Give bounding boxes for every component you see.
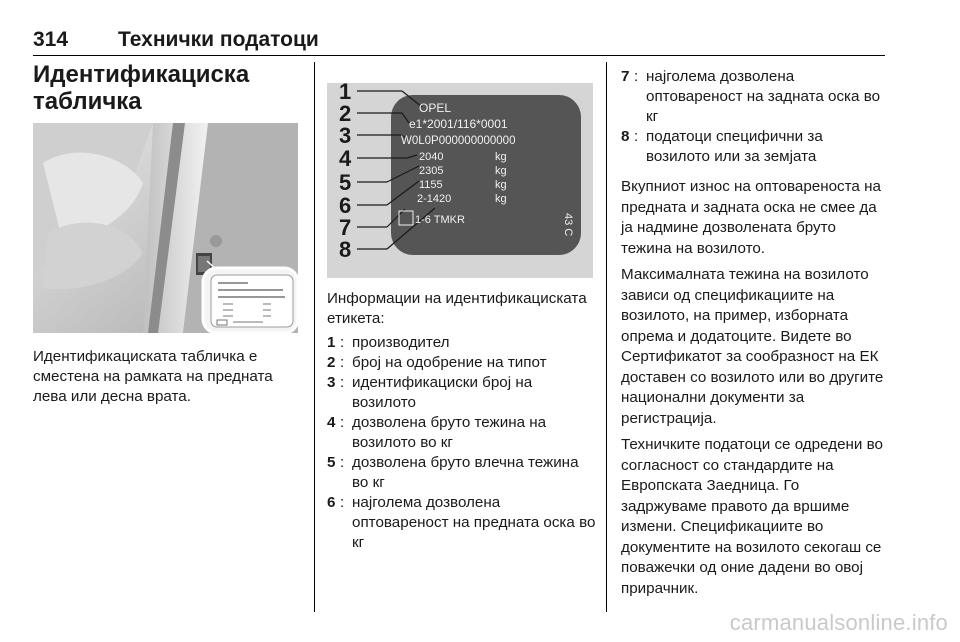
door-frame-illustration bbox=[33, 123, 298, 333]
legend-text: дозволена бруто тежина на возилото во кг bbox=[352, 414, 547, 451]
legend-item bbox=[621, 127, 889, 167]
photo-caption: Идентификациската табличка е сместена на рамката на предната лева или десна врата. bbox=[33, 348, 273, 405]
plate-unit-4: kg bbox=[495, 151, 507, 163]
callout-3: 3 bbox=[339, 123, 352, 148]
legend-number: 2 bbox=[327, 354, 336, 371]
legend-item bbox=[327, 413, 599, 453]
plate-unit-6: kg bbox=[495, 179, 507, 191]
legend-colon: : bbox=[340, 454, 345, 471]
plate-weight-6: 1155 bbox=[419, 179, 443, 191]
plate-unit-7: kg bbox=[495, 193, 507, 205]
legend-text: најголема дозволена оптовареност на предната оска во кг bbox=[352, 494, 596, 551]
legend-item bbox=[327, 493, 599, 553]
plate-weight-4: 2040 bbox=[419, 151, 444, 163]
page-header-title: Технички податоци bbox=[118, 28, 319, 51]
legend-number: 7 bbox=[621, 68, 630, 85]
column-divider-right bbox=[606, 62, 607, 612]
paragraph-max-weight: Максималната тежина на возилото зависи од спецификациите на возилото, на пример, изборната опрема и додатоците. Видете во Сертификатот за сообразност на ЕК доставен со возилото или во другите национални документи за регистрација. bbox=[621, 266, 884, 427]
intro-text: Информации на идентификациската етикета: bbox=[327, 290, 587, 327]
legend-text: идентификациски број на возилото bbox=[352, 374, 533, 411]
plate-manufacturer: OPEL bbox=[419, 101, 452, 115]
legend-colon: : bbox=[634, 128, 639, 145]
legend-colon: : bbox=[340, 374, 345, 391]
plate-weight-5: 2305 bbox=[419, 165, 444, 177]
plate-line-8: 1-6 TMKR bbox=[415, 214, 465, 226]
page-number: 314 bbox=[33, 28, 69, 51]
legend-text: дозволена бруто влечна тежина во кг bbox=[352, 454, 579, 491]
callout-8: 8 bbox=[339, 237, 352, 262]
legend-number: 8 bbox=[621, 128, 630, 145]
plate-vin: W0L0P000000000000 bbox=[401, 135, 516, 147]
legend-text: производител bbox=[352, 334, 450, 351]
legend-text: најголема дозволена оптовареност на задната оска во кг bbox=[646, 68, 881, 125]
id-plate-figure bbox=[327, 83, 593, 278]
plate-side-text: 43 C bbox=[562, 213, 574, 237]
legend-number: 3 bbox=[327, 374, 336, 391]
callout-2: 2 bbox=[339, 101, 352, 126]
callout-7: 7 bbox=[339, 215, 352, 240]
callout-5: 5 bbox=[339, 170, 352, 195]
column-divider-left bbox=[314, 62, 315, 612]
header-rule bbox=[33, 55, 885, 56]
legend-item bbox=[327, 333, 599, 353]
plate-unit-5: kg bbox=[495, 165, 507, 177]
legend-number: 1 bbox=[327, 334, 336, 351]
legend-list-middle bbox=[327, 333, 599, 553]
legend-item bbox=[621, 67, 889, 127]
legend-number: 4 bbox=[327, 414, 336, 431]
legend-text: податоци специфични за возилото или за земјата bbox=[646, 128, 823, 165]
legend-colon: : bbox=[340, 354, 345, 371]
legend-colon: : bbox=[340, 494, 345, 511]
callout-6: 6 bbox=[339, 193, 352, 218]
legend-colon: : bbox=[634, 68, 639, 85]
legend-item bbox=[327, 353, 599, 373]
plate-approval-number: e1*2001/116*0001 bbox=[409, 117, 508, 131]
door-frame-photo bbox=[33, 123, 298, 333]
paragraph-axle-load: Вкупниот износ на оптовареноста на предната и задната оска не смее да ја надмине дозволената бруто тежина на возилото. bbox=[621, 178, 881, 257]
legend-colon: : bbox=[340, 334, 345, 351]
callout-4: 4 bbox=[339, 146, 352, 171]
section-title: Идентификациска табличка bbox=[33, 61, 250, 115]
legend-list-right bbox=[621, 67, 889, 167]
legend-item bbox=[327, 453, 599, 493]
legend-number: 5 bbox=[327, 454, 336, 471]
paragraph-standards: Техничките податоци се одредени во согласност со стандардите на Европската Заедница. Го задржуваме правото да вршиме измени. Спецификациите во документите на возилото секогаш се поважечки од оние дадени во овој прирачник. bbox=[621, 436, 883, 597]
id-plate-diagram bbox=[327, 83, 593, 278]
legend-text: број на одобрение на типот bbox=[352, 354, 547, 371]
legend-number: 6 bbox=[327, 494, 336, 511]
legend-colon: : bbox=[340, 414, 345, 431]
plate-weight-7: 2-1420 bbox=[417, 193, 452, 205]
body-paragraphs bbox=[621, 177, 889, 605]
watermark: carmanualsonline.info bbox=[729, 610, 948, 635]
legend-item bbox=[327, 373, 599, 413]
callout-1: 1 bbox=[339, 83, 352, 104]
